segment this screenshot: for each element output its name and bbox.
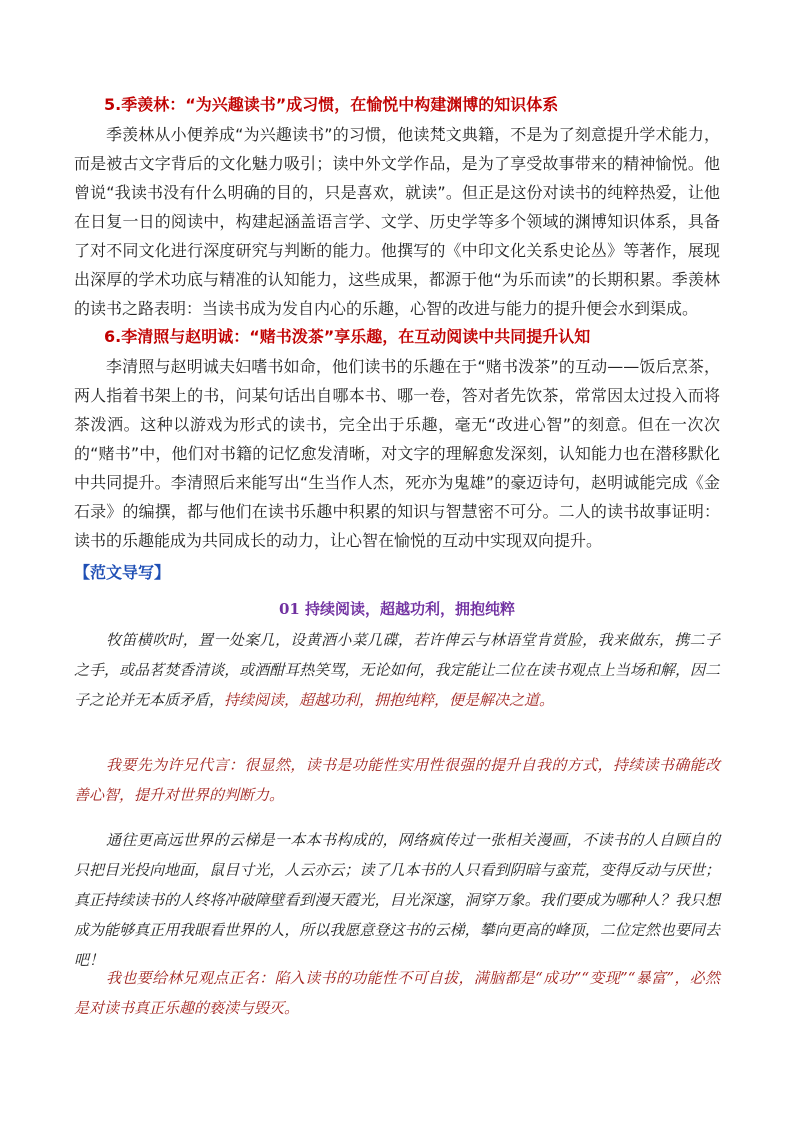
- essay-paragraph-1: [74, 625, 720, 715]
- section-5-heading: 5.季羡林：“为兴趣读书”成习惯，在愉悦中构建渊博的知识体系: [104, 95, 559, 114]
- essay-paragraph-1-text: 牧笛横吹时，置一处案几，设黄酒小菜几碟，若许俾云与林语堂肯赏脸，我来做东，携二子之手，或品茗焚香清谈，或酒酣耳热笑骂，无论如何，我定能让二位在读书观点上当场和解，因二子之论并无本质矛盾，: [74, 631, 720, 709]
- essay-title: 01 持续阅读，超越功利，拥抱纯粹: [278, 600, 516, 618]
- section-5-body: 季羡林从小便养成“为兴趣读书”的习惯，他读梵文典籍，不是为了刻意提升学术能力，而是被古文字背后的文化魅力吸引；读中外文学作品，是为了享受故事带来的精神愉悦。他曾说“我读书没有什么明确的目的，只是喜欢，就读”。但正是这份对读书的纯粹热爱，让他在日复一日的阅读中，构建起涵盖语言学、文学、历史学等多个领域的渊博知识体系，具备了对不同文化进行深度研究与判断的能力。他撰写的《中印文化关系史论丛》等著作，展现出深厚的学术功底与精准的认知能力，这些成果，都源于他“为乐而读”的长期积累。季羡林的读书之路表明：当读书成为发自内心的乐趣，心智的改进与能力的提升便会水到渠成。: [74, 125, 720, 318]
- section-6-heading: 6.李清照与赵明诚：“赌书泼茶”享乐趣，在互动阅读中共同提升认知: [104, 327, 591, 346]
- essay-paragraph-3: 通往更高远世界的云梯是一本本书构成的，网络疯传过一张相关漫画，不读书的人自顾自的只把目光投向地面，鼠目寸光，人云亦云；读了几本书的人只看到阴暗与蛮荒，变得反动与厌世；真正持续读书的人终将冲破障壁看到漫天霞光，目光深邃，洞穿万象。我们要成为哪种人？我只想成为能够真正用我眼看世界的人，所以我愿意登这书的云梯，攀向更高的峰顶，二位定然也要同去吧！: [74, 831, 720, 969]
- essay-paragraph-2: 我要先为许兄代言：很显然，读书是功能性实用性很强的提升自我的方式，持续读书确能改善心智，提升对世界的判断力。: [74, 756, 720, 804]
- model-essay-section-tag: 【范文导写】: [74, 563, 171, 582]
- essay-paragraph-4: 我也要给林兄观点正名：陷入读书的功能性不可自拔，满脑都是“成功”“变现”“暴富”，必然是对读书真正乐趣的亵渎与毁灭。: [74, 969, 720, 1017]
- essay-thesis: 持续阅读，超越功利，拥抱纯粹，便是解决之道。: [224, 691, 555, 709]
- section-6-body: 李清照与赵明诚夫妇嗜书如命，他们读书的乐趣在于“赌书泼茶”的互动——饭后烹茶，两人指着书架上的书，问某句话出自哪本书、哪一卷，答对者先饮茶，常常因太过投入而将茶泼洒。这种以游戏为形式的读书，完全出于乐趣，毫无“改进心智”的刻意。但在一次次的“赌书”中，他们对书籍的记忆愈发清晰，对文字的理解愈发深刻，认知能力也在潜移默化中共同提升。李清照后来能写出“生当作人杰，死亦为鬼雄”的豪迈诗句，赵明诚能完成《金石录》的编撰，都与他们在读书乐趣中积累的知识与智慧密不可分。二人的读书故事证明：读书的乐趣能成为共同成长的动力，让心智在愉悦的互动中实现双向提升。: [74, 357, 720, 550]
